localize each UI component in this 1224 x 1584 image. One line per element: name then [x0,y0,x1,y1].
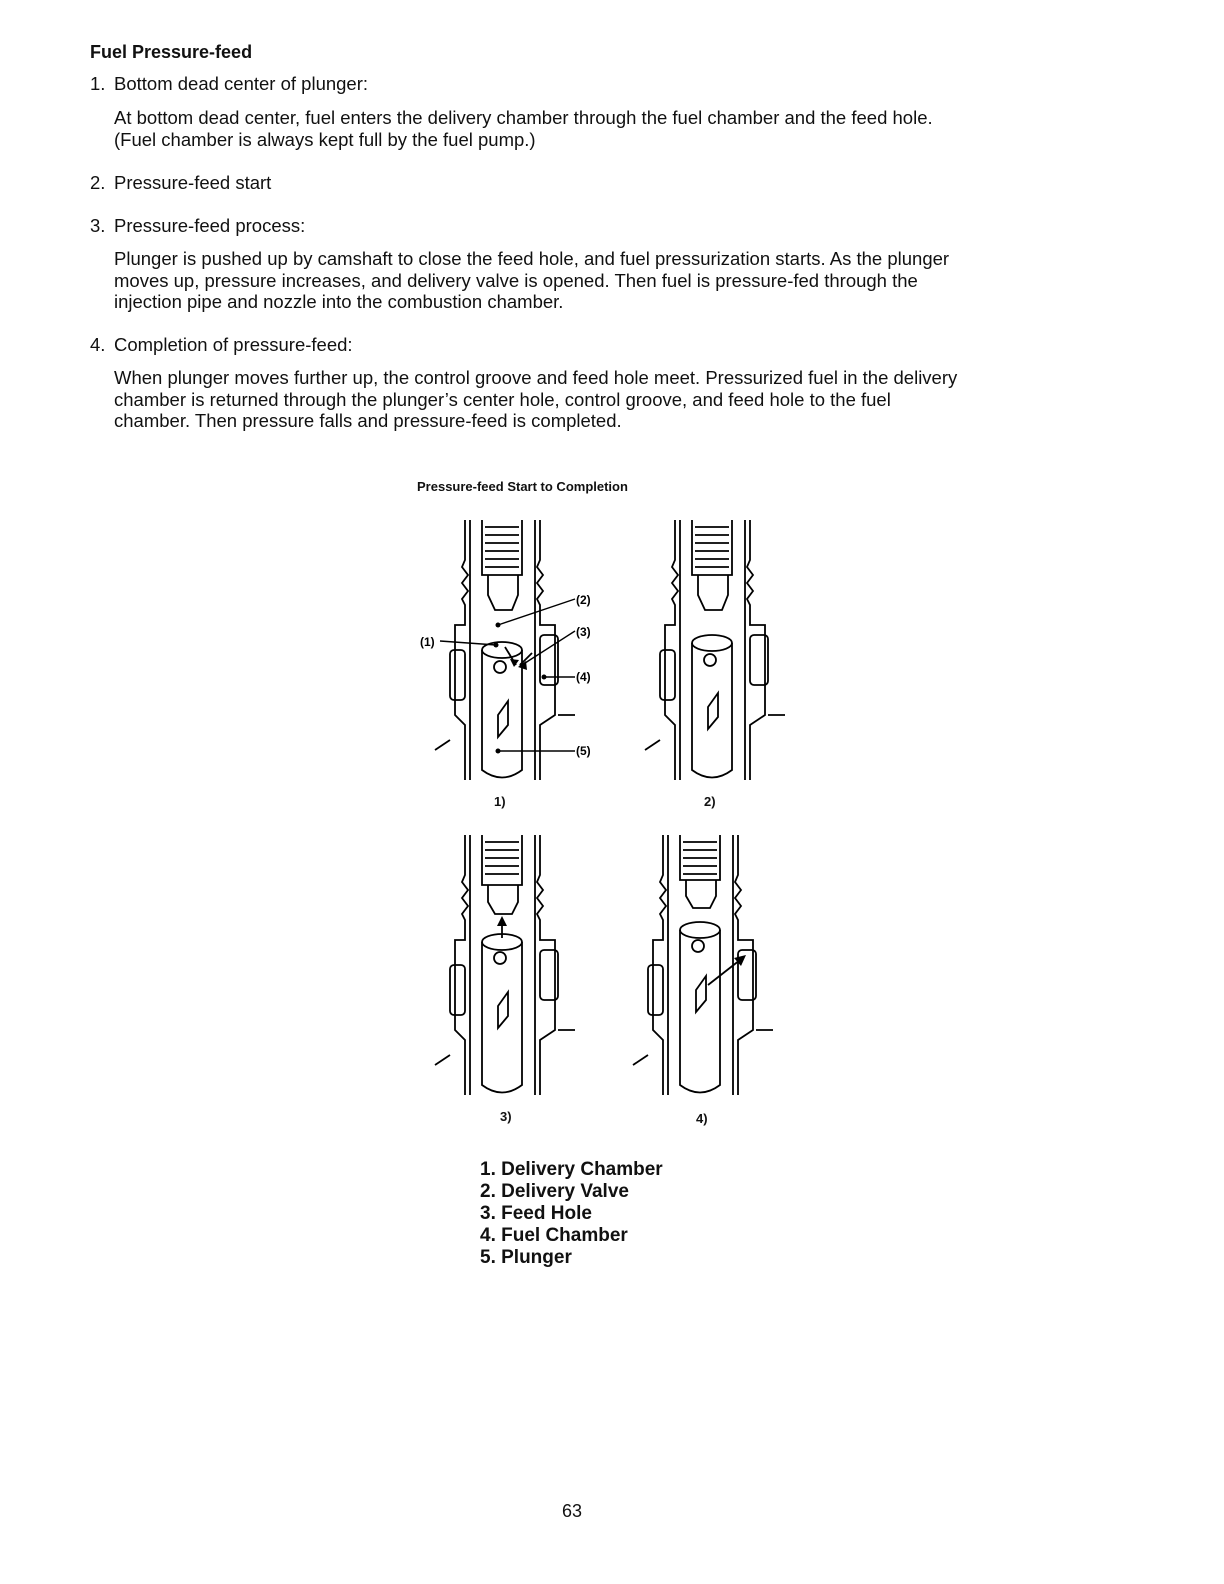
page-number: 63 [562,1501,583,1521]
step-1-text: At bottom dead center, fuel enters the delivery chamber through the fuel chamber and the feed hole. (Fuel chamber is always kept full by the fuel pump.) [114,107,933,150]
callout-2: (2) [576,593,591,607]
figure-panel-3 [410,830,570,1105]
figure-legend [480,1159,663,1269]
panel-label-4: 4) [696,1111,708,1126]
legend-item: 1. Delivery Chamber [480,1159,663,1180]
legend-item: 4. Fuel Chamber [480,1225,628,1246]
callout-5: (5) [576,744,591,758]
figure-title: Pressure-feed Start to Completion [417,479,628,494]
step-4-text: When plunger moves further up, the control groove and feed hole meet. Pressurized fuel in the delivery chamber is returned through the plunger’s center hole, control groove, and feed hole to the fuel chamber. Then pressure falls and pressure-feed is completed. [114,367,958,431]
legend-item: 2. Delivery Valve [480,1181,629,1202]
section-heading: Fuel Pressure-feed [90,42,253,62]
legend-item: 5. Plunger [480,1247,572,1268]
step-3-text: Plunger is pushed up by camshaft to close the feed hole, and fuel pressurization starts. As the plunger moves up, pressure increases, and delivery valve is opened. Then fuel is pressure-fed through the injection pipe and nozzle into the combustion chamber. [114,248,950,312]
callout-1: (1) [420,635,435,649]
step-3-title: 3. Pressure-feed process: [90,215,306,236]
callout-3: (3) [576,625,591,639]
panel-label-2: 2) [704,794,716,809]
step-2-title: 2. Pressure-feed start [90,172,272,193]
callout-4: (4) [576,670,591,684]
step-4-title: 4. Completion of pressure-feed: [90,334,353,355]
step-1-title: 1. Bottom dead center of plunger: [90,73,369,94]
figure-panel-4 [608,830,768,1105]
panel-label-1: 1) [494,794,506,809]
panel-label-3: 3) [500,1109,512,1124]
legend-item: 3. Feed Hole [480,1203,592,1224]
figure-panel-2 [620,515,780,790]
figure-panel-1 [410,515,610,790]
